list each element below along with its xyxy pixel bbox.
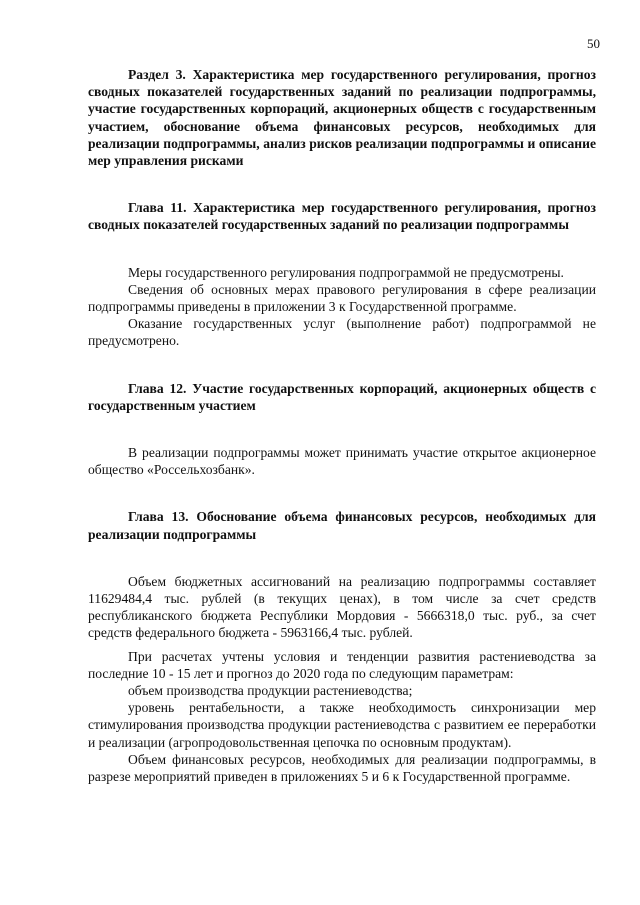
chapter-13-paragraph: объем производства продукции растениеводства;	[128, 683, 413, 699]
chapter-13-paragraph: Объем финансовых ресурсов, необходимых для реализации подпрограммы, в разрезе мероприятий приведен в приложениях 5 и 6 к Государственной программе.	[88, 751, 596, 785]
chapter-12-title: Глава 12. Участие государственных корпораций, акционерных обществ с государственным участием	[88, 380, 596, 413]
chapter-11-paragraph: Меры государственного регулирования подпрограммой не предусмотрены.	[128, 264, 564, 280]
document-body	[88, 66, 596, 785]
chapter-13-paragraph: При расчетах учтены условия и тенденции развития растениеводства за последние 10 - 15 лет и прогноз до 2020 года по следующим параметрам:	[88, 648, 596, 681]
page-number: 50	[587, 36, 600, 51]
chapter-13-title: Глава 13. Обоснование объема финансовых ресурсов, необходимых для реализации подпрограммы	[88, 509, 596, 542]
chapter-12-paragraph: В реализации подпрограммы может принимать участие открытое акционерное общество «Россельхозбанк».	[88, 445, 596, 478]
chapter-13-paragraph: уровень рентабельности, а также необходимость синхронизации мер стимулирования производства продукции растениеводства с развитием ее переработки и реализации (агропродовольственная цепочка по основным продуктам).	[88, 700, 596, 750]
section-title: Раздел 3. Характеристика мер государственного регулирования, прогноз сводных показателей государственных заданий по реализации подпрограммы, участие государственных корпораций, акционерных обществ с государственным участием, обоснование объема финансовых ресурсов, необходимых для реализации подпрограммы, анализ рисков реализации подпрограммы и описание мер управления рисками	[88, 67, 596, 169]
chapter-11-title: Глава 11. Характеристика мер государственного регулирования, прогноз сводных показателей государственных заданий по реализации подпрограммы	[88, 200, 596, 233]
chapter-13-paragraph: Объем бюджетных ассигнований на реализацию подпрограммы составляет 11629484,4 тыс. рублей (в текущих ценах), в том числе за счет средств республиканского бюджета Республики Мордовия - 5666318,0 тыс. руб., за счет средств федерального бюджета - 5963166,4 тыс. рублей.	[88, 573, 596, 641]
chapter-11-paragraph: Сведения об основных мерах правового регулирования в сфере реализации подпрограммы приведены в приложении 3 к Государственной программе.	[88, 281, 596, 315]
chapter-11-paragraph: Оказание государственных услуг (выполнение работ) подпрограммой не предусмотрено.	[88, 316, 596, 349]
